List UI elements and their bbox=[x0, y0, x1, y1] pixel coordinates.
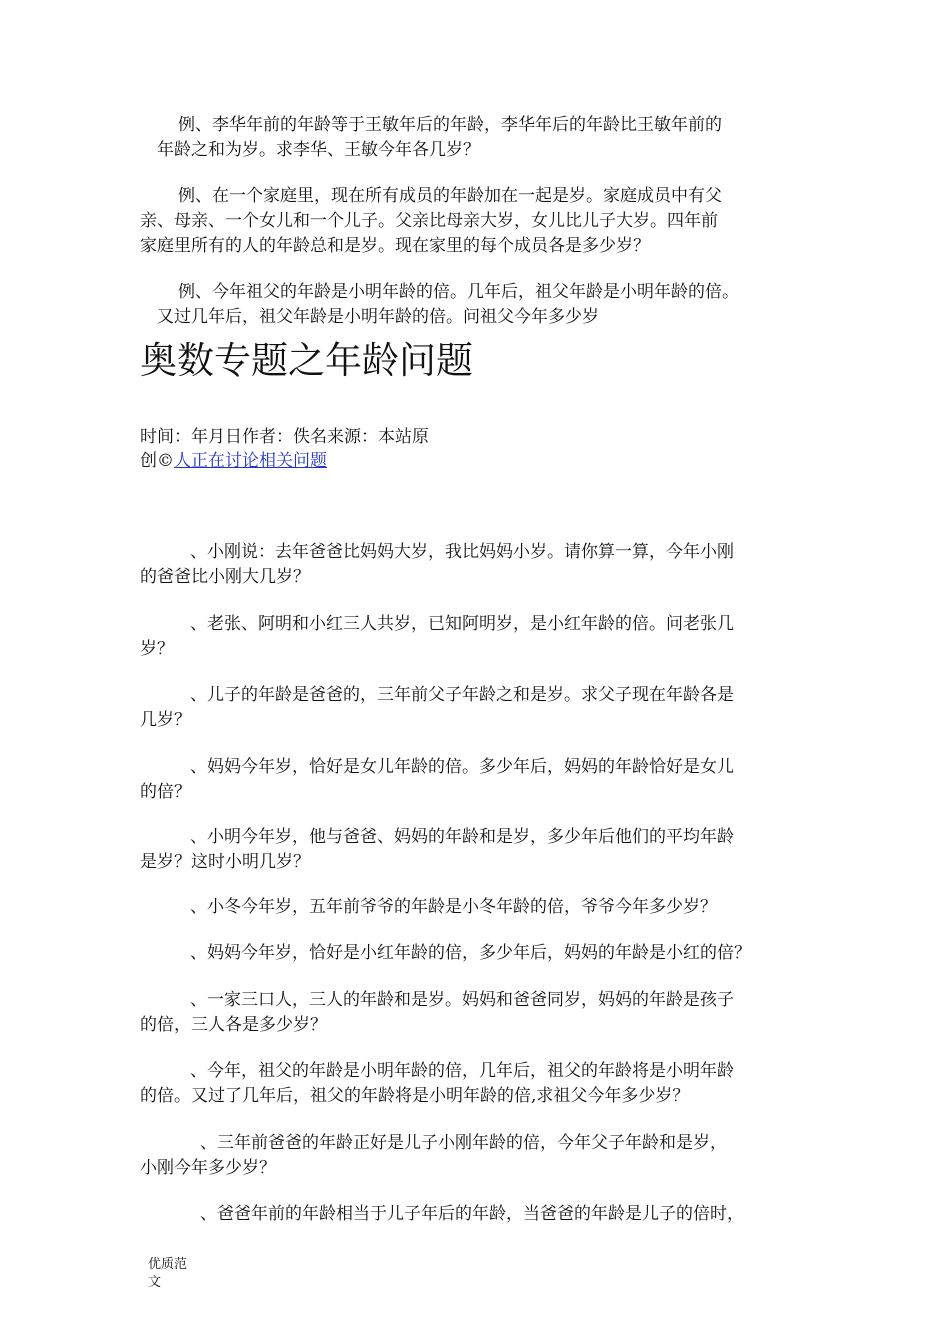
footer-label-line-2: 文 bbox=[148, 1275, 162, 1290]
question-8-line-2: 的倍，三人各是多少岁？ bbox=[140, 1015, 327, 1035]
article-meta-line-2 bbox=[140, 450, 327, 472]
example-2-line-2: 亲、母亲、一个女儿和一个儿子。父亲比母亲大岁，女儿比儿子大岁。四年前 bbox=[140, 211, 718, 231]
question-5-line-1: 、小明今年岁，他与爸爸、妈妈的年龄和是岁，多少年后他们的平均年龄 bbox=[190, 827, 734, 847]
question-9-line-2: 的倍。又过了几年后，祖父的年龄将是小明年龄的倍,求祖父今年多少岁？ bbox=[140, 1086, 690, 1106]
question-2-line-2: 岁？ bbox=[140, 639, 174, 659]
question-11-line-1: 、爸爸年前的年龄相当于儿子年后的年龄，当爸爸的年龄是儿子的倍时， bbox=[200, 1204, 744, 1224]
example-1-line-1: 例、李华年前的年龄等于王敏年后的年龄，李华年后的年龄比王敏年前的 bbox=[178, 115, 722, 135]
footer-label-line-1: 优质范 bbox=[148, 1257, 188, 1272]
question-8-line-1: 、一家三口人，三人的年龄和是岁。妈妈和爸爸同岁，妈妈的年龄是孩子 bbox=[190, 990, 734, 1010]
discussion-link[interactable]: 人正在讨论相关问题 bbox=[174, 451, 327, 471]
question-9-line-1: 、今年，祖父的年龄是小明年龄的倍，几年后，祖父的年龄将是小明年龄 bbox=[190, 1061, 734, 1081]
question-3-line-2: 几岁？ bbox=[140, 710, 191, 730]
copyright-prefix: 创© bbox=[140, 451, 174, 471]
question-4-line-2: 的倍？ bbox=[140, 782, 191, 802]
question-10-line-1: 、三年前爸爸的年龄正好是儿子小刚年龄的倍，今年父子年龄和是岁， bbox=[200, 1133, 727, 1153]
page-title: 奥数专题之年龄问题 bbox=[140, 339, 473, 382]
question-3-line-1: 、儿子的年龄是爸爸的，三年前父子年龄之和是岁。求父子现在年龄各是 bbox=[190, 685, 734, 705]
example-2-line-1: 例、在一个家庭里，现在所有成员的年龄加在一起是岁。家庭成员中有父 bbox=[178, 186, 722, 206]
article-meta-line: 时间：年月日作者：佚名来源：本站原 bbox=[140, 427, 429, 447]
question-1-line-2: 的爸爸比小刚大几岁？ bbox=[140, 567, 310, 587]
question-1-line-1: 、小刚说：去年爸爸比妈妈大岁，我比妈妈小岁。请你算一算，今年小刚 bbox=[190, 542, 734, 562]
question-2-line-1: 、老张、阿明和小红三人共岁，已知阿明岁，是小红年龄的倍。问老张几 bbox=[190, 614, 734, 634]
example-2-line-3: 家庭里所有的人的年龄总和是岁。现在家里的每个成员各是多少岁？ bbox=[140, 236, 650, 256]
question-5-line-2: 是岁？这时小明几岁？ bbox=[140, 852, 310, 872]
question-10-line-2: 小刚今年多少岁？ bbox=[140, 1158, 276, 1178]
question-7-line-1: 、妈妈今年岁，恰好是小红年龄的倍，多少年后，妈妈的年龄是小红的倍？ bbox=[190, 943, 751, 963]
example-1-line-2: 年龄之和为岁。求李华、王敏今年各几岁？ bbox=[157, 140, 480, 160]
question-6-line-1: 、小冬今年岁，五年前爷爷的年龄是小冬年龄的倍，爷爷今年多少岁？ bbox=[190, 897, 717, 917]
example-3-line-1: 例、今年祖父的年龄是小明年龄的倍。几年后，祖父年龄是小明年龄的倍。 bbox=[178, 282, 739, 302]
question-4-line-1: 、妈妈今年岁，恰好是女儿年龄的倍。多少年后，妈妈的年龄恰好是女儿 bbox=[190, 757, 734, 777]
example-3-line-2: 又过几年后，祖父年龄是小明年龄的倍。问祖父今年多少岁 bbox=[157, 307, 599, 327]
